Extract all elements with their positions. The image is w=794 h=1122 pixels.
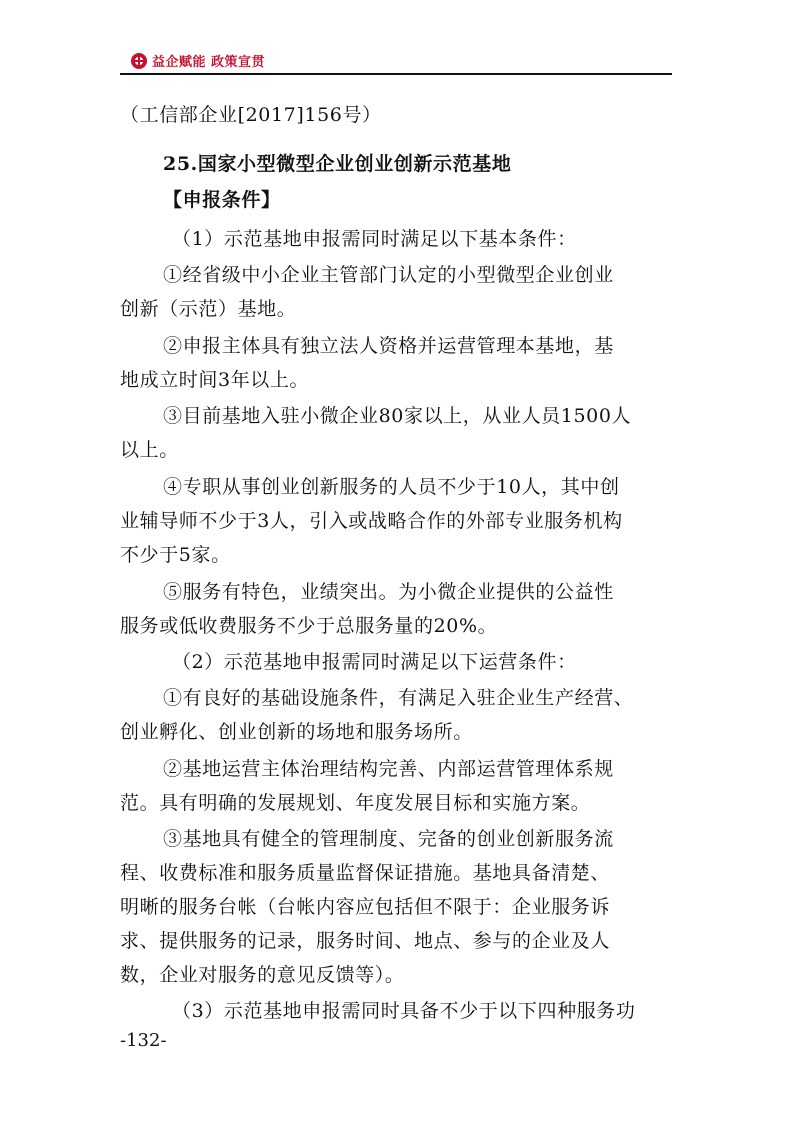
body-line: ③目前基地入驻小微企业80家以上，从业人员1500人 (163, 405, 632, 427)
body-line: ③基地具有健全的管理制度、完备的创业创新服务流 (163, 828, 614, 850)
body-line: 以上。 (120, 439, 179, 461)
condition-heading: （3）示范基地申报需同时具备不少于以下四种服务功 (172, 1000, 636, 1022)
body-line: ④专职从事创业创新服务的人员不少于10人，其中创 (163, 476, 620, 498)
section-heading: 25.国家小型微型企业创业创新示范基地 (163, 153, 512, 175)
body-line: 数，企业对服务的意见反馈等）。 (120, 964, 405, 986)
body-line: 地成立时间3年以上。 (120, 369, 310, 391)
doc-reference: （工信部企业[2017]156号） (120, 104, 382, 126)
body-line: ②基地运营主体治理结构完善、内部运营管理体系规 (163, 758, 614, 780)
page-header (120, 49, 672, 75)
company-logo-icon (130, 52, 148, 70)
body-line: 服务或低收费服务不少于总服务量的20%。 (120, 615, 498, 637)
brand-title: 益企赋能 政策宣贯 (152, 55, 266, 70)
header-rule (120, 73, 672, 75)
condition-heading: （1）示范基地申报需同时满足以下基本条件： (172, 228, 577, 250)
body-line: ①有良好的基础设施条件，有满足入驻企业生产经营、 (163, 687, 634, 709)
body-line: 程、收费标准和服务质量监督保证措施。基地具备清楚、 (120, 862, 611, 884)
body-line: 创业孵化、创业创新的场地和服务场所。 (120, 721, 473, 743)
page-number: -132- (120, 1030, 167, 1051)
body-line: 明晰的服务台帐（台帐内容应包括但不限于：企业服务诉 (120, 896, 611, 918)
body-line: 创新（示范）基地。 (120, 298, 297, 320)
body-line: ⑤服务有特色，业绩突出。为小微企业提供的公益性 (163, 581, 614, 603)
body-line: ②申报主体具有独立法人资格并运营管理本基地，基 (163, 335, 614, 357)
body-line: 求、提供服务的记录，服务时间、地点、参与的企业及人 (120, 930, 611, 952)
body-line: 业辅导师不少于3人，引入或战略合作的外部专业服务机构 (120, 510, 623, 532)
subheading: 【申报条件】 (163, 189, 281, 211)
condition-heading: （2）示范基地申报需同时满足以下运营条件： (172, 651, 577, 673)
body-line: 不少于5家。 (120, 544, 231, 566)
body-line: 范。具有明确的发展规划、年度发展目标和实施方案。 (120, 792, 591, 814)
body-line: ①经省级中小企业主管部门认定的小型微型企业创业 (163, 264, 614, 286)
